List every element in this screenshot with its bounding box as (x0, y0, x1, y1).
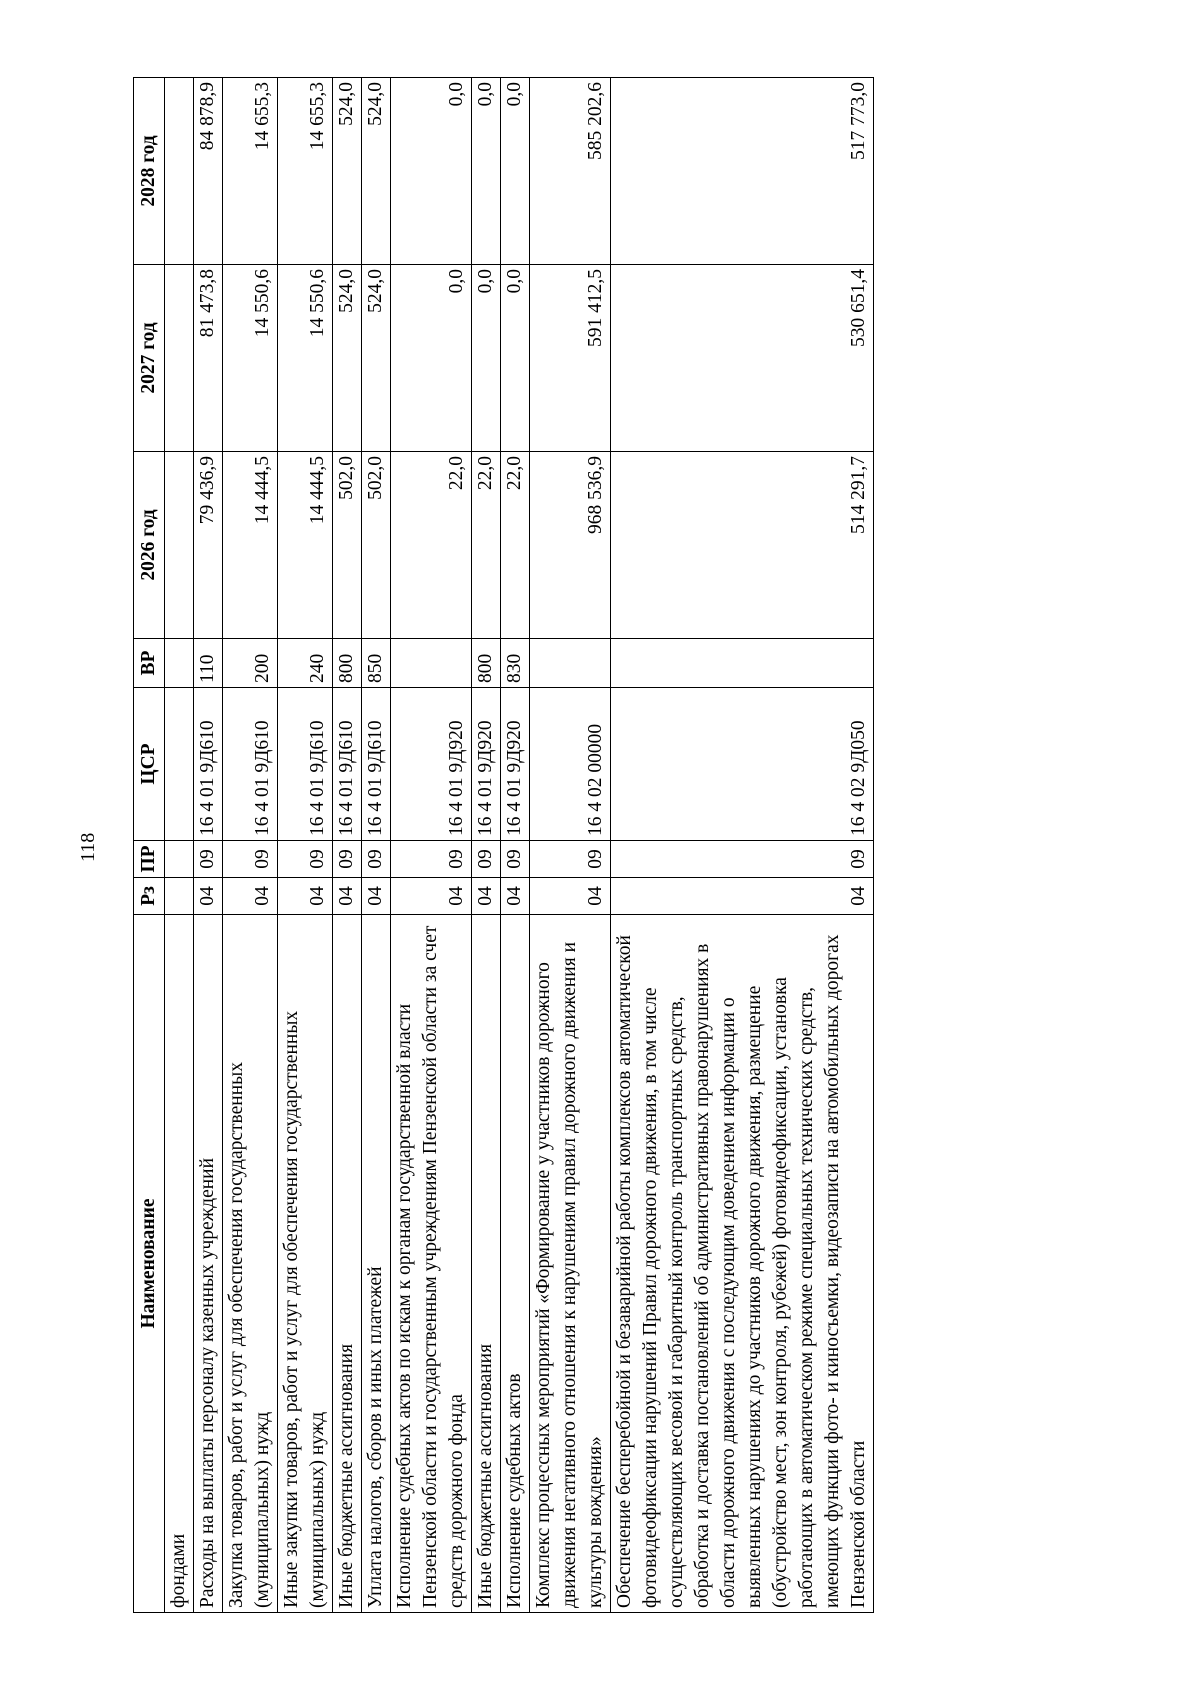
cell-csr: 16 4 01 9Д920 (472, 688, 501, 841)
cell-2028: 14 655,3 (223, 78, 278, 265)
cell-name: Исполнение судебных актов (501, 915, 530, 1613)
cell-2028: 0,0 (472, 78, 501, 265)
cell-vr (611, 639, 874, 688)
cell-2028: 585 202,6 (530, 78, 611, 265)
cell-csr: 16 4 02 9Д050 (611, 688, 874, 841)
cell-rz: 04 (530, 878, 611, 915)
cell-name: Иные закупки товаров, работ и услуг для обеспечения государственных (муниципальных) нужд (278, 915, 333, 1613)
cell-vr (391, 639, 472, 688)
cell-pr: 09 (333, 841, 362, 878)
header-2028: 2028 год (134, 78, 165, 265)
cell-vr: 200 (223, 639, 278, 688)
cell-csr: 16 4 01 9Д610 (333, 688, 362, 841)
cell-rz: 04 (501, 878, 530, 915)
cell-2026: 502,0 (333, 452, 362, 639)
cell-2027 (165, 265, 194, 452)
cell-2028: 524,0 (362, 78, 391, 265)
cell-2026: 22,0 (501, 452, 530, 639)
cell-vr (530, 639, 611, 688)
cell-2028: 84 878,9 (194, 78, 223, 265)
cell-2028: 517 773,0 (611, 78, 874, 265)
cell-pr: 09 (278, 841, 333, 878)
cell-pr: 09 (223, 841, 278, 878)
cell-name: Уплата налогов, сборов и иных платежей (362, 915, 391, 1613)
header-pr: ПР (134, 841, 165, 878)
cell-2027: 81 473,8 (194, 265, 223, 452)
cell-name: Расходы на выплаты персоналу казенных учреждений (194, 915, 223, 1613)
header-2026: 2026 год (134, 452, 165, 639)
header-2027: 2027 год (134, 265, 165, 452)
table-row (165, 78, 194, 1613)
cell-rz: 04 (611, 878, 874, 915)
cell-vr: 850 (362, 639, 391, 688)
cell-name: Комплекс процессных мероприятий «Формирование у участников дорожного движения негативного отношения к нарушениям правил дорожного движения и культуры вождения» (530, 915, 611, 1613)
cell-2027: 14 550,6 (278, 265, 333, 452)
cell-2027: 0,0 (472, 265, 501, 452)
cell-csr: 16 4 01 9Д920 (391, 688, 472, 841)
cell-2027: 591 412,5 (530, 265, 611, 452)
cell-2026: 22,0 (391, 452, 472, 639)
page-number: 118 (77, 832, 99, 862)
cell-vr: 800 (472, 639, 501, 688)
cell-2026: 22,0 (472, 452, 501, 639)
cell-pr: 09 (472, 841, 501, 878)
cell-2027: 530 651,4 (611, 265, 874, 452)
table-row (501, 78, 530, 1613)
table-row (472, 78, 501, 1613)
budget-table (133, 77, 874, 1613)
cell-csr: 16 4 02 00000 (530, 688, 611, 841)
cell-name: фондами (165, 915, 194, 1613)
cell-2028 (165, 78, 194, 265)
cell-2027: 524,0 (333, 265, 362, 452)
cell-csr: 16 4 01 9Д610 (194, 688, 223, 841)
cell-2028: 14 655,3 (278, 78, 333, 265)
cell-rz (165, 878, 194, 915)
cell-vr (165, 639, 194, 688)
cell-pr: 09 (611, 841, 874, 878)
cell-2026: 14 444,5 (223, 452, 278, 639)
table-header-row (134, 78, 165, 1613)
cell-name: Обеспечение бесперебойной и безаварийной работы комплексов автоматической фотовидеофиксации нарушений Правил дорожного движения, в том числе осуществляющих весовой и габаритный контроль транспортных средств, обработка и доставка постановлений об административных правонарушениях в области дорожного движения с последующим доведением информации о выявленных нарушениях до участников дорожного движения, размещение (обустройство мест, зон контроля, рубежей) фотовидеофиксации, установка работающих в автоматическом режиме специальных технических средств, имеющих функции фото- и киносъемки, видеозаписи на автомобильных дорогах Пензенской области (611, 915, 874, 1613)
cell-pr: 09 (194, 841, 223, 878)
cell-rz: 04 (362, 878, 391, 915)
header-rz: Рз (134, 878, 165, 915)
cell-csr (165, 688, 194, 841)
cell-2027: 524,0 (362, 265, 391, 452)
table-row (223, 78, 278, 1613)
table-row (333, 78, 362, 1613)
cell-2026: 514 291,7 (611, 452, 874, 639)
cell-2026: 14 444,5 (278, 452, 333, 639)
cell-csr: 16 4 01 9Д610 (362, 688, 391, 841)
cell-2027: 0,0 (501, 265, 530, 452)
cell-pr: 09 (530, 841, 611, 878)
cell-2028: 0,0 (501, 78, 530, 265)
cell-rz: 04 (391, 878, 472, 915)
cell-rz: 04 (223, 878, 278, 915)
cell-csr: 16 4 01 9Д610 (278, 688, 333, 841)
header-vr: ВР (134, 639, 165, 688)
cell-name: Иные бюджетные ассигнования (472, 915, 501, 1613)
cell-name: Иные бюджетные ассигнования (333, 915, 362, 1613)
header-csr: ЦСР (134, 688, 165, 841)
cell-rz: 04 (278, 878, 333, 915)
cell-vr: 110 (194, 639, 223, 688)
cell-name: Закупка товаров, работ и услуг для обеспечения государственных (муниципальных) нужд (223, 915, 278, 1613)
cell-2027: 0,0 (391, 265, 472, 452)
table-row (194, 78, 223, 1613)
cell-2026: 79 436,9 (194, 452, 223, 639)
cell-2028: 524,0 (333, 78, 362, 265)
table-row (530, 78, 611, 1613)
table-row (278, 78, 333, 1613)
cell-2026 (165, 452, 194, 639)
table-row (362, 78, 391, 1613)
cell-2026: 968 536,9 (530, 452, 611, 639)
table-container (133, 78, 1083, 1613)
cell-pr (165, 841, 194, 878)
cell-2028: 0,0 (391, 78, 472, 265)
cell-csr: 16 4 01 9Д920 (501, 688, 530, 841)
cell-rz: 04 (333, 878, 362, 915)
cell-pr: 09 (391, 841, 472, 878)
header-name: Наименование (134, 915, 165, 1613)
cell-vr: 800 (333, 639, 362, 688)
cell-rz: 04 (194, 878, 223, 915)
cell-pr: 09 (501, 841, 530, 878)
cell-2027: 14 550,6 (223, 265, 278, 452)
cell-rz: 04 (472, 878, 501, 915)
cell-name: Исполнение судебных актов по искам к органам государственной власти Пензенской области и государственным учреждениям Пензенской области за счет средств дорожного фонда (391, 915, 472, 1613)
cell-pr: 09 (362, 841, 391, 878)
cell-vr: 240 (278, 639, 333, 688)
cell-2026: 502,0 (362, 452, 391, 639)
cell-vr: 830 (501, 639, 530, 688)
cell-csr: 16 4 01 9Д610 (223, 688, 278, 841)
table-row (391, 78, 472, 1613)
table-row (611, 78, 874, 1613)
